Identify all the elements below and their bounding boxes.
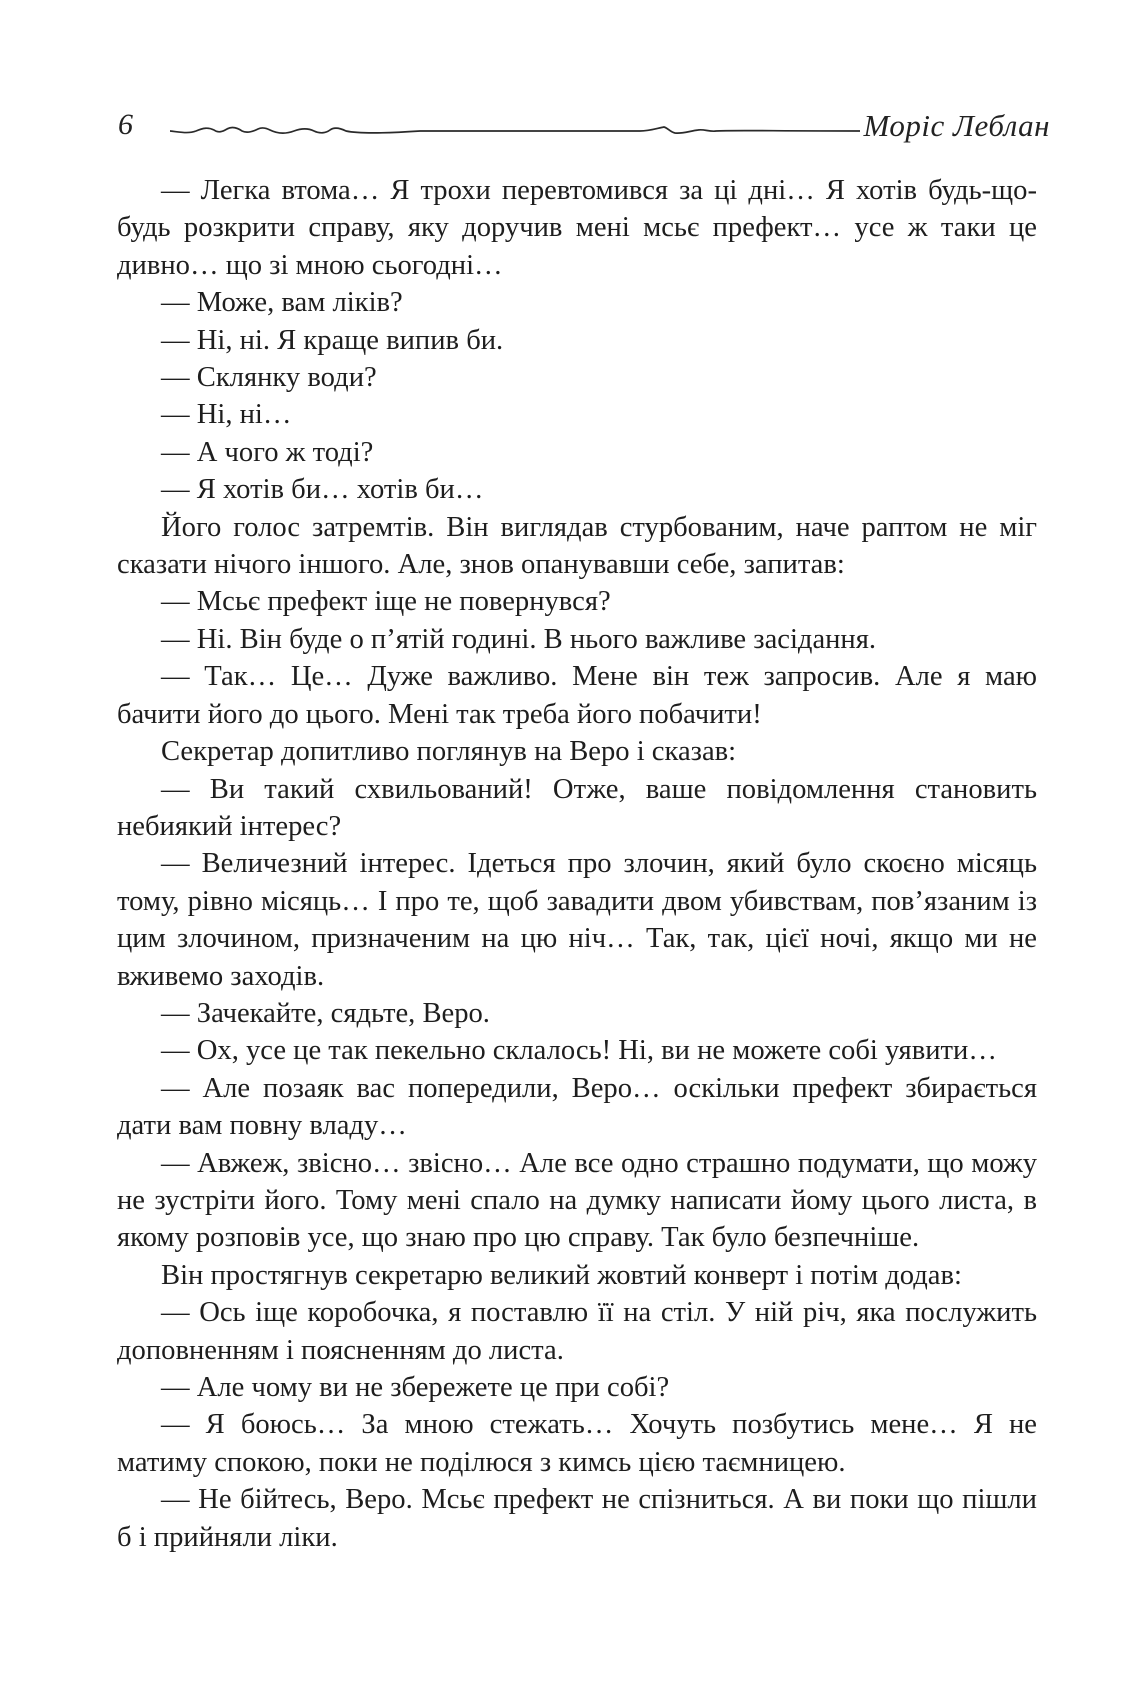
paragraph: — Ось іще коробочка, я поставлю її на стіл. У ній річ, яка послужить доповненням і поясненням до листа.	[117, 1297, 1037, 1366]
paragraph: — Легка втома… Я трохи перевтомився за ці дні… Я хотів будь-що-будь розкрити справу, яку доручив мені мсьє префект… усе ж таки це дивно… що зі мною сьогодні…	[117, 175, 1037, 281]
paragraph: — Ні, ні…	[161, 399, 292, 431]
paragraph: — Ні. Він буде о п’ятій годині. В нього важливе засідання.	[161, 623, 877, 655]
paragraph: — Мсьє префект іще не повернувся?	[161, 586, 611, 618]
paragraph: Його голос затремтів. Він виглядав стурбованим, наче раптом не міг сказати нічого іншого. Але, знов опанувавши себе, запитав:	[117, 511, 1037, 581]
header-author: Моріс Леблан	[863, 108, 1050, 143]
paragraph: — Але позаяк вас попередили, Веро… оскільки префект збирається дати вам повну владу…	[117, 1072, 1037, 1142]
paragraph: — Величезний інтерес. Ідеться про злочин, який було скоєно місяць тому, рівно місяць… І про те, щоб завадити двом убивствам, пов’язаним із цим злочином, призначеним на цю ніч… Так, так, цієї ночі, якщо ми не вживемо заходів.	[117, 848, 1037, 992]
paragraph: — Але чому ви не збережете це при собі?	[161, 1372, 670, 1403]
paragraph: — Я хотів би… хотів би…	[161, 474, 484, 506]
header-ornament-line	[170, 120, 860, 150]
paragraph: — Склянку води?	[161, 362, 377, 394]
paragraph: Він простягнув секретарю великий жовтий конверт і потім додав:	[161, 1259, 962, 1291]
page-number: 6	[118, 108, 133, 141]
paragraph: — Ні, ні. Я краще випив би.	[161, 324, 504, 356]
paragraph: — Ви такий схвильований! Отже, ваше повідомлення становить небиякий інтерес?	[117, 773, 1037, 842]
paragraph: Секретар допитливо поглянув на Веро і сказав:	[161, 736, 737, 768]
paragraph: — Не бійтесь, Веро. Мсьє префект не спізниться. А ви поки що пішли б і прийняли ліки.	[117, 1484, 1037, 1553]
paragraph: — Так… Це… Дуже важливо. Мене він теж запросив. Але я маю бачити його до цього. Мені так треба його побачити!	[117, 661, 1037, 730]
running-header	[0, 0, 1142, 180]
paragraph: — Зачекайте, сядьте, Веро.	[161, 997, 490, 1029]
paragraph: — Може, вам ліків?	[161, 287, 403, 319]
paragraph: — Ох, усе це так пекельно склалось! Ні, ви не можете собі уявити…	[161, 1035, 997, 1067]
paragraph: — А чого ж тоді?	[161, 436, 374, 468]
body-text	[117, 172, 1037, 1556]
paragraph: — Я боюсь… За мною стежать… Хочуть позбутись мене… Я не матиму спокою, поки не поділюся з кимсь цією таємницею.	[117, 1409, 1037, 1478]
paragraph: — Авжеж, звісно… звісно… Але все одно страшно подумати, що можу не зустріти його. Тому мені спало на думку написати йому цього листа, в якому розповів усе, що знаю про цю справу. Так було безпечніше.	[117, 1147, 1037, 1254]
